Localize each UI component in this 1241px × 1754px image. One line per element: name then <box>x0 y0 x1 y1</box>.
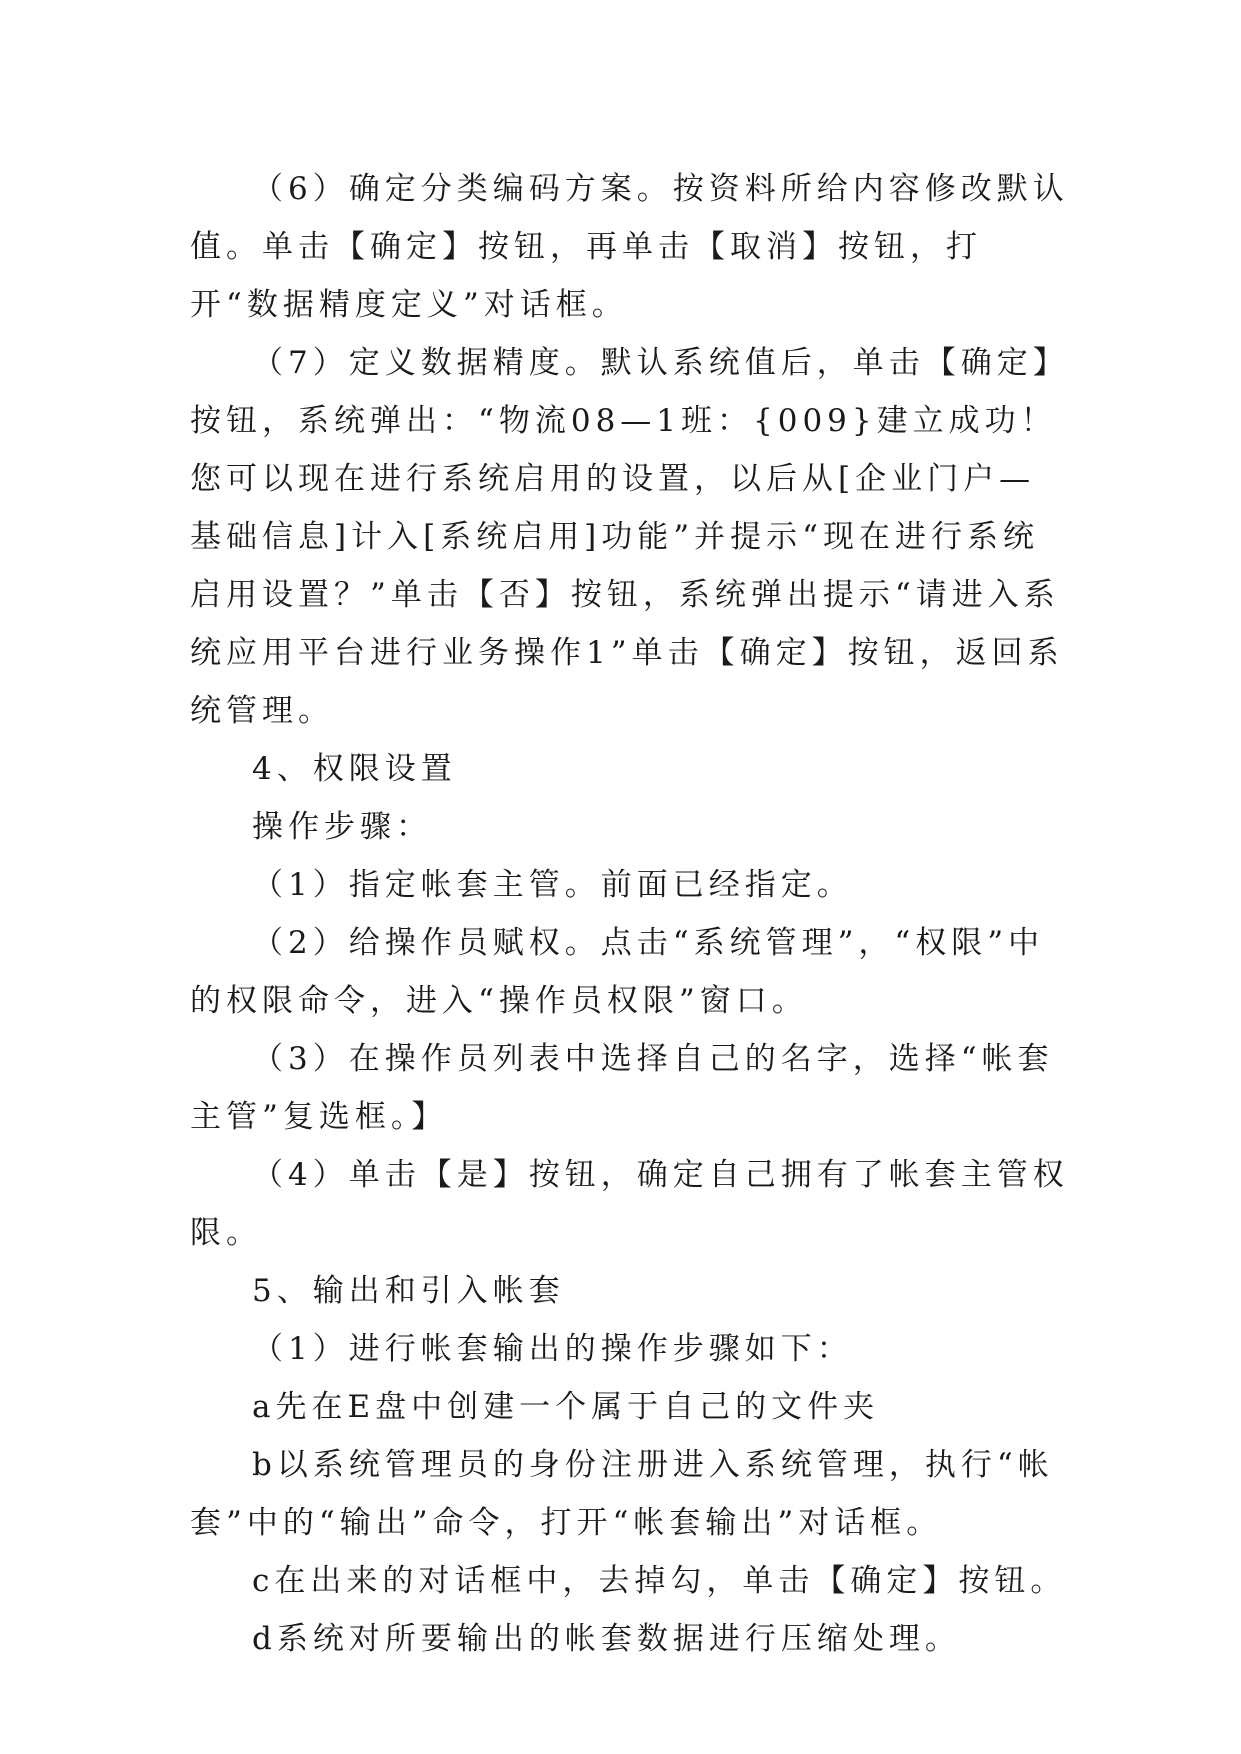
body-text <box>190 160 1070 1668</box>
paragraph-perm-step-4: （4）单击【是】按钮，确定自己拥有了帐套主管权限。 <box>190 1157 1069 1251</box>
paragraph-export-b: b以系统管理员的身份注册进入系统管理，执行“帐套”中的“输出”命令，打开“帐套输出”对话框。 <box>190 1447 1054 1541</box>
paragraph-export-d: d系统对所要输出的帐套数据进行压缩处理。 <box>252 1621 961 1657</box>
section-heading-permissions: 4、权限设置 <box>252 751 457 787</box>
paragraph-steps-label: 操作步骤： <box>252 809 432 845</box>
paragraph-step-6: （6）确定分类编码方案。按资料所给内容修改默认值。单击【确定】按钮，再单击【取消】按钮，打开“数据精度定义”对话框。 <box>190 171 1069 323</box>
paragraph-step-7: （7）定义数据精度。默认系统值后，单击【确定】按钮，系统弹出：“物流08—1班：{009}建立成功！您可以现在进行系统启用的设置，以后从[企业门户—基础信息]计入[系统启用]功能”并提示“现在进行系统启用设置？”单击【否】按钮，系统弹出提示“请进入系统应用平台进行业务操作1”单击【确定】按钮，返回系统管理。 <box>190 345 1069 729</box>
section-heading-export-import: 5、输出和引入帐套 <box>252 1273 565 1309</box>
paragraph-export-c: c在出来的对话框中，去掉勾，单击【确定】按钮。 <box>252 1563 1067 1599</box>
paragraph-perm-step-1: （1）指定帐套主管。前面已经指定。 <box>252 867 853 903</box>
paragraph-perm-step-3: （3）在操作员列表中选择自己的名字，选择“帐套主管”复选框。】 <box>190 1041 1054 1135</box>
paragraph-export-a: a先在E盘中创建一个属于自己的文件夹 <box>252 1389 880 1425</box>
paragraph-export-step-1: （1）进行帐套输出的操作步骤如下： <box>252 1331 853 1367</box>
paragraph-perm-step-2: （2）给操作员赋权。点击“系统管理”，“权限”中的权限命令，进入“操作员权限”窗口。 <box>190 925 1045 1019</box>
